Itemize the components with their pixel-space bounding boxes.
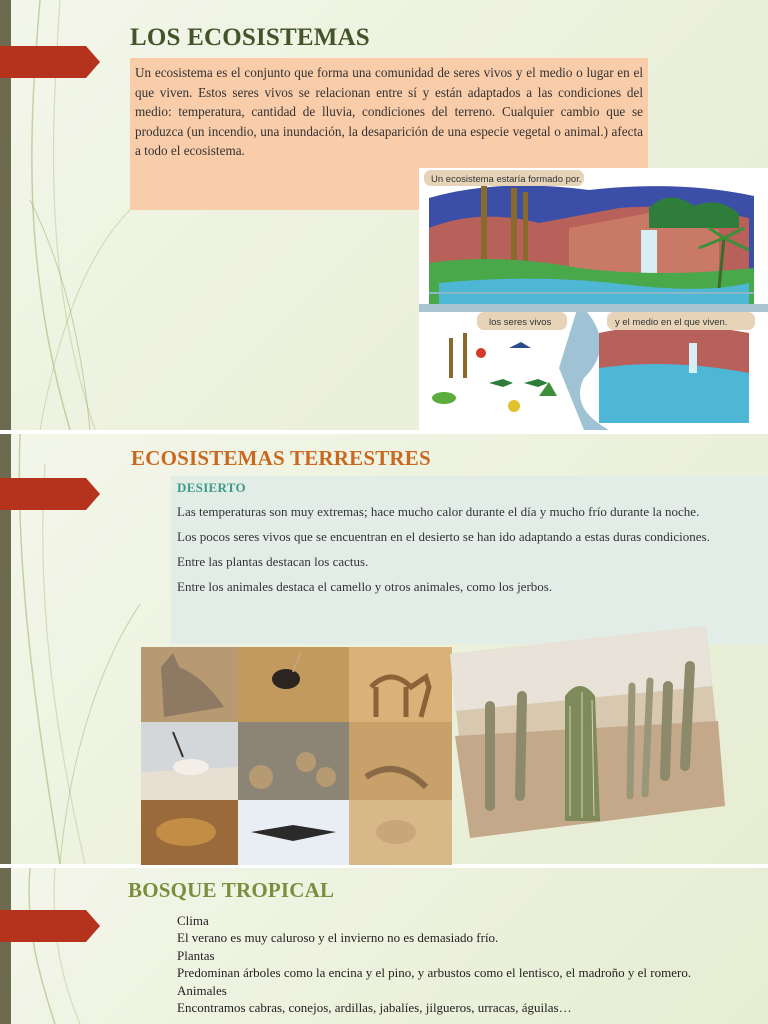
desert-paragraph: Entre los animales destaca el camello y otros animales, como los jerbos. bbox=[177, 579, 553, 594]
desert-paragraph: Las temperaturas son muy extremas; hace mucho calor durante el día y mucho frío durante la noche. bbox=[177, 504, 700, 519]
cactus-photo bbox=[450, 626, 725, 838]
slide-marker-arrow bbox=[0, 910, 100, 942]
tropical-line: El verano es muy caluroso y el invierno no es demasiado frío. bbox=[177, 930, 499, 946]
illustration-caption-top: Un ecosistema estaría formado por. bbox=[431, 174, 582, 185]
slide-ecosistemas bbox=[0, 0, 768, 430]
page-title: LOS ECOSISTEMAS bbox=[130, 24, 370, 51]
slide-marker-arrow bbox=[0, 478, 100, 510]
desert-animals-photo-grid bbox=[141, 647, 452, 865]
tropical-line: Animales bbox=[177, 982, 227, 998]
definition-text: Un ecosistema es el conjunto que forma una comunidad de seres vivos y el medio o lugar en el que viven. Estos seres vivos se relacionan entre sí y están adaptados a las condiciones del medio: temperatura, cantidad de lluvia, condiciones del terreno. Cualquier cambio que se produzca (un incendio, una inundación, la desaparición de una especie vegetal o animal.) afecta a todo el ecosistema. bbox=[135, 65, 643, 158]
tropical-line: Encontramos cabras, conejos, ardillas, jabalíes, jilgueros, urracas, águilas… bbox=[177, 1000, 572, 1016]
section-title-bosque-tropical: BOSQUE TROPICAL bbox=[128, 878, 335, 902]
desert-paragraph: Los pocos seres vivos que se encuentran en el desierto se han ido adaptando a estas duras condiciones. bbox=[177, 529, 710, 544]
illustration-label-medium: y el medio en el que viven. bbox=[615, 317, 728, 328]
slide-marker-arrow bbox=[0, 46, 100, 78]
desert-heading: DESIERTO bbox=[177, 480, 246, 495]
illustration-label-living: los seres vivos bbox=[489, 317, 552, 328]
desert-info-box bbox=[171, 476, 768, 644]
ecosystem-illustration bbox=[419, 168, 768, 430]
desert-paragraph: Entre las plantas destacan los cactus. bbox=[177, 554, 369, 569]
tropical-line: Clima bbox=[177, 913, 209, 928]
tropical-line: Predominan árboles como la encina y el pino, y arbustos como el lentisco, el madroño y el romero. bbox=[177, 965, 692, 981]
section-title-terrestres: ECOSISTEMAS TERRESTRES bbox=[131, 446, 431, 470]
tropical-line: Plantas bbox=[177, 947, 215, 963]
tropical-content bbox=[177, 912, 768, 1016]
slide-sidebar bbox=[0, 868, 11, 1024]
